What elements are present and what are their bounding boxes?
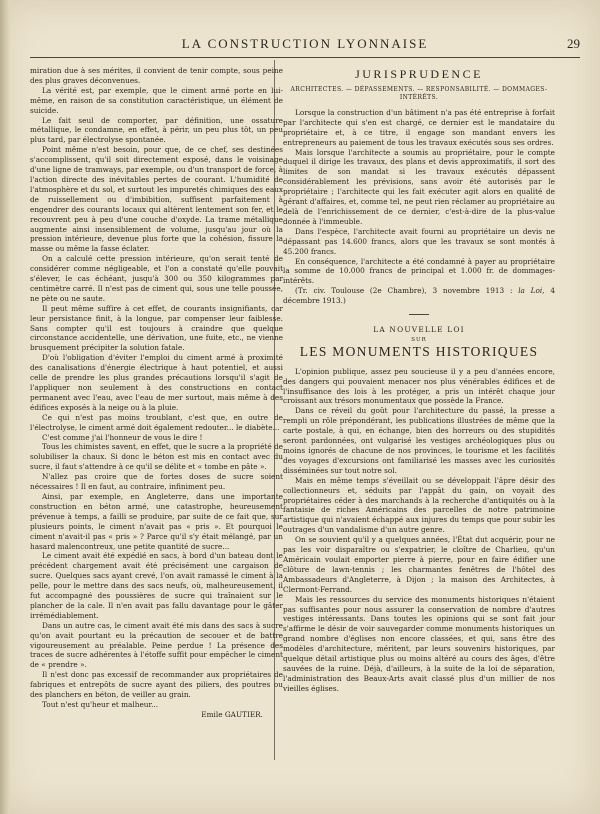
- article-title: LES MONUMENTS HISTORIQUES: [299, 343, 539, 359]
- paragraph: Ce qui n'est pas moins troublant, c'est que, en outre de l'électrolyse, le ciment armé doit également redouter... le diabète...: [30, 412, 283, 432]
- paragraph: Dans un autre cas, le ciment avait été mis dans des sacs à sucre qu'on avait pourtant eu la précaution de secouer et de battre vigoureusement au préalable. Peine perdue ! La présence des traces de sucre adhérentes à l'étoffe suffit pour empêcher le ciment de « prendre ».: [30, 620, 283, 670]
- page-binding: [0, 0, 10, 814]
- right-column: [283, 67, 556, 694]
- author-signature: Emile GAUTIER.: [201, 709, 263, 719]
- paragraph: D'où l'obligation d'éviter l'emploi du ciment armé à proximité des canalisations d'énergie électrique à haut potentiel, et aussi celle de prendre les plus grandes précautions lorsqu'il s'agit de l'appliquer non seulement à des constructions en contact permanent avec l'eau, avec l'eau de mer surtout, mais même à des édifices exposés à la neige ou à la pluie.: [30, 353, 283, 412]
- paragraph: miration due à ses mérites, il convient de tenir compte, sous peine des plus graves déconvenues.: [30, 66, 283, 85]
- paragraph: Mais en même temps s'éveillait ou se développait l'âpre désir des collectionneurs et, séduits par l'appât du gain, on voyait des propriétaires céder à des marchands à la recherche d'antiquités ou à la fantaisie de riches Américains des parcelles de notre patrimoine artistique qui n'avaient échappé aux injures du temps que pour subir les outrages d'un vandalisme d'un autre genre.: [283, 475, 555, 535]
- article-kicker-sur: SUR: [411, 336, 427, 343]
- section-title: JURISPRUDENCE: [355, 67, 483, 81]
- page-number: 29: [567, 36, 580, 51]
- section-subhead: ARCHITECTES. — DÉPASSEMENTS. — RESPONSABILITÉ. — DOMMAGES-INTÉRÊTS.: [290, 85, 548, 101]
- citation-prefix: (Tr. civ. Toulouse (2e Chambre), 3 novembre 1913 :: [295, 286, 519, 296]
- paragraph: Le fait seul de comporter, par définition, une ossature métallique, le condamne, en effet, à périr, un peu plus tôt, un peu plus tard, par électrolyse spontanée.: [30, 115, 283, 145]
- paragraph: Mais les ressources du service des monuments historiques n'étaient pas suffisantes pour nous assurer la conservation de nombre d'autres vestiges intéressants. Dans toutes les opinions qui se sont fait jour s'affirme le désir de voir sauvegarder comme monuments historiques un grand nombre d'églises non encore classées, et qui, sans être des modèles d'architecture, méritent, par leurs souvenirs historiques, par quelque détail artistique plus ou moins altéré au cours des âges, d'être sauvées de la ruine. Déjà, d'ailleurs, à la suite de la loi de séparation, l'administration des Beaux-Arts avait classé plus d'un millier de nos vieilles églises.: [283, 594, 555, 693]
- paragraph: Le ciment avait été expédié en sacs, à bord d'un bateau dont le précédent chargement avait été précisément une cargaison de sucre. Quelques sacs ayant crevé, l'on avait ramassé le ciment à la pelle, pour le mettre dans des sacs neufs, où, malheureusement, il fut accompagné des poussières de sucre qui traînaient sur le plancher de la cale. Il n'en avait pas fallu davantage pour le gâter irrémédiablement.: [30, 551, 283, 620]
- paragraph: La vérité est, par exemple, que le ciment armé porte en lui-même, en raison de sa constitution caractéristique, un élément de suicide.: [30, 85, 283, 115]
- paragraph: En conséquence, l'architecte a été condamné à payer au propriétaire la somme de 10.000 francs de principal et 1.000 fr. de dommages-intérêts.: [283, 256, 555, 286]
- paragraph: Ainsi, par exemple, en Angleterre, dans une importante construction en béton armé, une catastrophe, heureusement prévenue à temps, a failli se produire, par suite de ce fait que, sur plusieurs points, le ciment n'avait pas « pris ». Et pourquoi le ciment n'avait-il pas « pris » ? Parce qu'il s'y était mélangé, par un hasard malencontreux, une petite quantité de sucre...: [30, 491, 283, 551]
- paragraph: Dans ce réveil du goût pour l'architecture du passé, la presse a rempli un rôle prépondérant, les publications illustrées de même que la carte postale, à qui, en échange, bien des horreurs ou des stupidités seront pardonnées, ont vulgarisé les vestiges archéologiques plus ou moins ignorés de chacune de nos provinces, le tourisme et les facilités des voyages d'excursions ont familiarisé les masses avec les curiosités disséminées sur tout notre sol.: [283, 406, 555, 475]
- paragraph: L'opinion publique, assez peu soucieuse il y a peu d'années encore, des dangers qui pouvaient menacer nos plus vénérables édifices et de l'insuffisance des lois à les protéger, a pris un intérêt chaque jour croissant aux trésors monumentaux que possède la France.: [283, 366, 555, 406]
- paragraph: Dans l'espèce, l'architecte avait fourni au propriétaire un devis ne dépassant pas 14.600 francs, alors que les travaux se sont montés à 45.200 francs.: [283, 226, 555, 256]
- paragraph: On a calculé cette pression intérieure, qu'on serait tenté de considérer comme négligeable, et l'on a constaté qu'elle pouvait s'élever, le cas échéant, jusqu'à 300 ou 350 kilogrammes par centimètre carré. Il n'est pas de ciment qui, sous une telle poussée, ne pète ou ne saute.: [30, 254, 283, 303]
- paragraph: Point même n'est besoin, pour que, de ce chef, ses destinées s'accomplissent, qu'il soit directement exposé, dans le voisinage d'une ligne de tramways, par exemple, ou d'un transport de force, à l'action directe des inévitables pertes de courant. L'humidité de l'atmosphère et du sol, et surtout les impuretés chimiques des eaux de ruissellement ou d'imbibition, suffisent parfaitement à engendrer des courants locaux qui altèrent lentement son fer, et le recouvrent peu à peu d'une couche d'oxyde. La trame métallique augmente ainsi insensiblement de volume, jusqu'au jour où la pression intérieure, devenue plus forte que la cohésion, fissure la masse ou même la fasse éclater.: [30, 145, 283, 254]
- paragraph: C'est comme j'ai l'honneur de vous le dire !: [42, 432, 203, 442]
- left-column: [30, 66, 283, 720]
- citation-source: la Loi: [518, 286, 543, 296]
- paragraph: Tous les chimistes savent, en effet, que le sucre a la propriété de solubiliser la chaux. Si donc le béton est mis en contact avec du sucre, il faut s'attendre à ce qu'il se délite et « tombe en pâte ».: [30, 442, 283, 472]
- paragraph: Il peut même suffire à cet effet, de courants insignifiants, car leur persistance finit, à la longue, par compenser leur faiblesse. Sans compter qu'il est toujours à craindre que quelque circonstance accidentelle, une dérivation, une fuite, etc., ne vienne brusquement précipiter la solution fatale.: [30, 303, 283, 353]
- citation-suffix: , 4 décembre 1913.): [283, 286, 556, 306]
- paragraph: On se souvient qu'il y a quelques années, l'État dut acquérir, pour ne pas les voir disparaître ou s'expatrier, le cloître de Charlieu, qu'un Américain voulait emporter pierre à pierre, pour en faire édifier une clôture de lawn-tennis ; les charmantes fenêtres de l'hôtel des Ambassadeurs d'Angleterre, à Dijon ; la maison des Architectes, à Clermont-Ferrand.: [283, 535, 555, 594]
- paragraph: Mais lorsque l'architecte a soumis au propriétaire, pour le compte duquel il dirige les travaux, des plans et devis approximatifs, il sort des limites de son mandat si les travaux exécutés dépassent considérablement les prévisions, sans avoir été autorisés par le propriétaire ; l'architecte qui les fait exécuter agit alors en qualité de gérant d'affaires, et, comme tel, ne peut rien réclamer au propriétaire au delà de l'enrichissement de ce dernier, c'est-à-dire de la plus-value donnée à l'immeuble.: [283, 147, 555, 226]
- paragraph: Tout n'est qu'heur et malheur...: [42, 700, 159, 709]
- article-kicker: LA NOUVELLE LOI: [373, 325, 465, 335]
- journal-title: LA CONSTRUCTION LYONNAISE: [181, 36, 429, 51]
- page-header: [30, 36, 580, 56]
- section-separator: [409, 314, 429, 315]
- case-citation: [283, 286, 555, 306]
- header-rule: [30, 57, 580, 58]
- paragraph: Il n'est donc pas excessif de recommander aux propriétaires de fabriques et entrepôts de sucre ayant des piliers, des poutres ou des planchers en béton, de veiller au grain.: [30, 670, 283, 700]
- paragraph: N'allez pas croire que de fortes doses de sucre soient nécessaires ! Il en faut, au contraire, infiniment peu.: [30, 472, 283, 492]
- paragraph: Lorsque la construction d'un bâtiment n'a pas été entreprise à forfait par l'architecte qui s'en est chargé, ce dernier est le mandataire du propriétaire et, à ce titre, il engage son mandant envers les entrepreneurs au paiement de tous les travaux exécutés sous ses ordres.: [283, 107, 555, 147]
